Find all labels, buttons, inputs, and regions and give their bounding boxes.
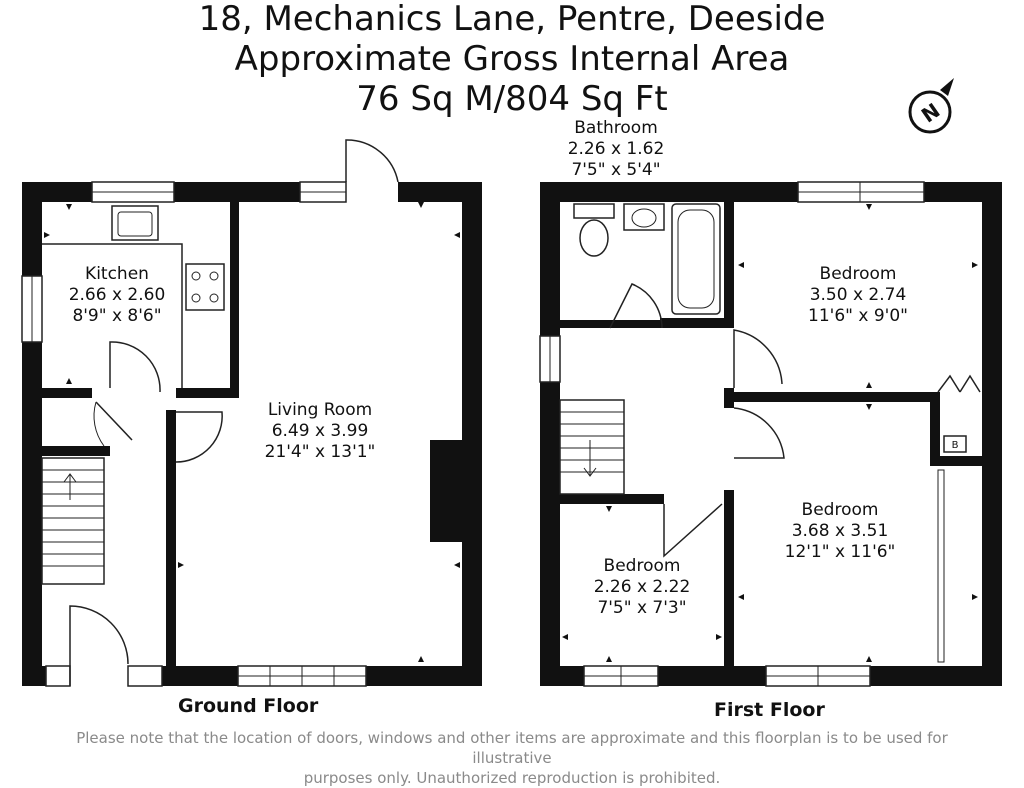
- gf-south-wall-mid: [162, 666, 238, 686]
- gf-back-door: [346, 140, 398, 182]
- gf-living-door: [176, 412, 222, 462]
- gf-north-wall-mid: [174, 182, 300, 202]
- area-title: Approximate Gross Internal Area: [234, 39, 790, 79]
- room-metric: 2.26 x 2.22: [593, 577, 691, 597]
- boiler-label: B: [951, 440, 959, 451]
- room-bedroom-1: [788, 264, 928, 327]
- gf-north-wall-left: [22, 182, 92, 202]
- room-imperial: 8'9" x 8'6": [72, 306, 162, 326]
- room-living-room: [250, 400, 390, 463]
- gf-south-wall-left: [22, 666, 46, 686]
- toilet-icon: [580, 220, 608, 256]
- gf-south-wall-right: [366, 666, 482, 686]
- room-name: Living Room: [267, 400, 373, 420]
- ground-floor-label: Ground Floor: [178, 695, 319, 717]
- room-bathroom: [556, 118, 676, 181]
- room-imperial: 11'6" x 9'0": [808, 306, 908, 326]
- gf-west-wall: [22, 182, 42, 686]
- room-metric: 2.66 x 2.60: [68, 285, 166, 305]
- room-imperial: 12'1" x 11'6": [784, 542, 896, 562]
- room-name: Bedroom: [603, 556, 681, 576]
- room-name: Kitchen: [85, 264, 149, 284]
- gf-stairs: [42, 458, 104, 584]
- room-metric: 3.50 x 2.74: [809, 285, 907, 305]
- room-metric: 2.26 x 1.62: [567, 139, 665, 159]
- room-imperial: 7'5" x 7'3": [597, 598, 687, 618]
- gf-east-wall: [462, 182, 482, 686]
- disclaimer-line-2: purposes only. Unauthorized reproduction is prohibited.: [303, 769, 721, 787]
- compass-n-label: N: [916, 98, 945, 128]
- room-imperial: 7'5" x 5'4": [571, 160, 661, 180]
- room-name: Bedroom: [819, 264, 897, 284]
- area-value: 76 Sq M/804 Sq Ft: [356, 79, 668, 119]
- room-metric: 6.49 x 3.99: [271, 421, 369, 441]
- room-imperial: 21'4" x 13'1": [264, 442, 376, 462]
- gf-kitchen-door: [110, 342, 160, 392]
- room-name: Bathroom: [574, 118, 658, 138]
- disclaimer: [40, 728, 984, 788]
- room-metric: 3.68 x 3.51: [791, 521, 889, 541]
- kitchen-hob-icon: [186, 264, 224, 310]
- gf-front-door: [70, 606, 128, 686]
- first-floor-label: First Floor: [714, 699, 825, 721]
- disclaimer-line-1: Please note that the location of doors, windows and other items are approximate and this floorplan is to be used for illustrative: [76, 729, 948, 767]
- address-title: 18, Mechanics Lane, Pentre, Deeside: [198, 0, 826, 39]
- room-bedroom-3: [572, 556, 712, 619]
- room-name: Bedroom: [801, 500, 879, 520]
- basin-icon: [624, 204, 664, 230]
- room-kitchen: [55, 264, 179, 327]
- bath-icon: [672, 204, 720, 314]
- room-bedroom-2: [770, 500, 910, 563]
